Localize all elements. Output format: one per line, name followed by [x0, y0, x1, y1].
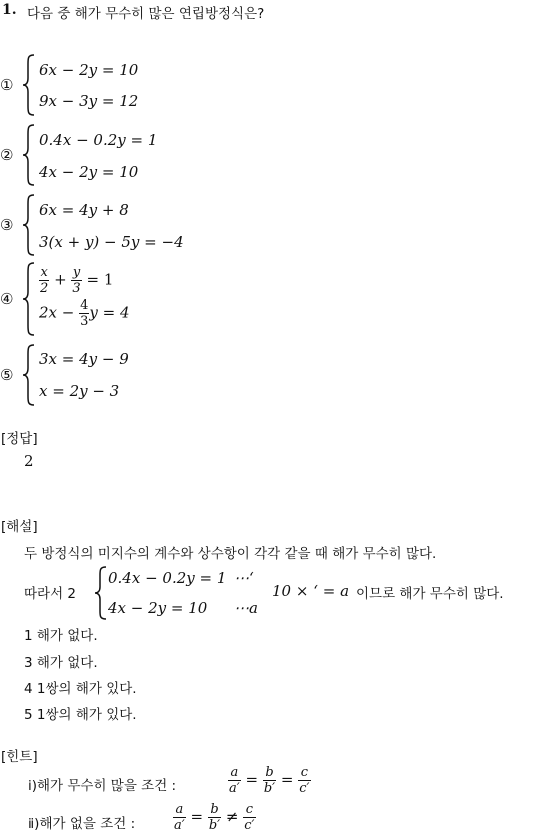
equals-sign: = [280, 770, 294, 789]
equals-sign: = [190, 807, 204, 826]
hint-line-2-formula [173, 803, 256, 832]
answer-value: 2 [24, 452, 34, 470]
explanation-sys-eq1: 0.4x − 0.2y = 1 [108, 569, 227, 587]
option-1-marker[interactable]: ① [0, 76, 14, 94]
frac-4-over-3: $\frac{4}{3}$ [80, 298, 89, 329]
plus-sign: + [54, 270, 67, 289]
explanation-sys-tag2: ⋯a [234, 599, 258, 617]
hint-line-1-formula [228, 766, 311, 795]
eq2-tail: y = 4 [89, 303, 130, 322]
frac-x-over-2: $\frac{x}{2}$ [40, 265, 49, 296]
brace-option-2 [22, 124, 36, 186]
explanation-sys-tag1: ⋯‘ [234, 569, 254, 587]
frac-b-over-b-prime: $\frac{b}{b'}$ [208, 802, 221, 833]
brace-option-4 [22, 262, 36, 336]
option-1-eq1: 6x − 2y = 10 [39, 61, 139, 79]
brace-option-5 [22, 344, 36, 406]
option-4-eq2 [39, 299, 130, 328]
brace-option-1 [22, 54, 36, 116]
answer-label: [정답] [1, 431, 38, 447]
brace-option-3 [22, 194, 36, 256]
explanation-sys-eq2: 4x − 2y = 10 [108, 599, 208, 617]
option-4-eq1 [39, 266, 113, 295]
hint-line-1-prefix: ⅰ)해가 무수히 많을 조건 : [28, 778, 177, 794]
option-5-eq1: 3x = 4y − 9 [39, 350, 129, 368]
equals-one: = 1 [86, 270, 114, 289]
option-3-eq2: 3(x + y) − 5y = −4 [39, 233, 184, 251]
frac-b-over-b-prime: $\frac{b}{b'}$ [263, 765, 276, 796]
frac-y-over-3: $\frac{y}{3}$ [72, 265, 81, 296]
explanation-line-5: 4 1쌍의 해가 있다. [24, 681, 137, 697]
frac-a-over-a-prime: $\frac{a}{a'}$ [229, 765, 240, 796]
frac-a-over-a-prime: $\frac{a}{a'}$ [174, 802, 185, 833]
explanation-line-6: 5 1쌍의 해가 있다. [24, 707, 137, 723]
explanation-line-3: 1 해가 없다. [24, 628, 98, 644]
option-5-marker[interactable]: ⑤ [0, 366, 14, 384]
explanation-line-2-prefix: 따라서 2 [24, 586, 77, 602]
option-3-eq1: 6x = 4y + 8 [39, 201, 129, 219]
option-5-eq2: x = 2y − 3 [39, 382, 120, 400]
hint-line-2-prefix: ⅱ)해가 없을 조건 : [28, 816, 136, 832]
option-4-marker[interactable]: ④ [0, 290, 14, 308]
brace-explanation [94, 566, 108, 620]
option-2-eq1: 0.4x − 0.2y = 1 [39, 131, 158, 149]
equals-sign: = [245, 770, 259, 789]
frac-c-over-c-prime: $\frac{c}{c'}$ [244, 802, 255, 833]
explanation-line-1: 두 방정식의 미지수의 계수와 상수항이 각각 같을 때 해가 무수히 많다. [24, 546, 437, 562]
frac-c-over-c-prime: $\frac{c}{c'}$ [299, 765, 310, 796]
eq2-lead: 2x − [39, 303, 75, 322]
option-1-eq2: 9x − 3y = 12 [39, 92, 139, 110]
explanation-label: [해설] [1, 519, 38, 535]
option-2-eq2: 4x − 2y = 10 [39, 163, 139, 181]
hint-label: [힌트] [1, 749, 38, 765]
question-text: 다음 중 해가 무수히 많은 연립방정식은? [27, 6, 265, 22]
explanation-line-4: 3 해가 없다. [24, 655, 98, 671]
explanation-line-2-math: 10 × ‘ = a [272, 582, 350, 600]
question-number: 1. [2, 2, 17, 18]
option-3-marker[interactable]: ③ [0, 216, 14, 234]
option-2-marker[interactable]: ② [0, 146, 14, 164]
explanation-line-2-suffix: 이므로 해가 무수히 많다. [356, 586, 504, 602]
not-equals-sign: ≠ [225, 807, 239, 826]
